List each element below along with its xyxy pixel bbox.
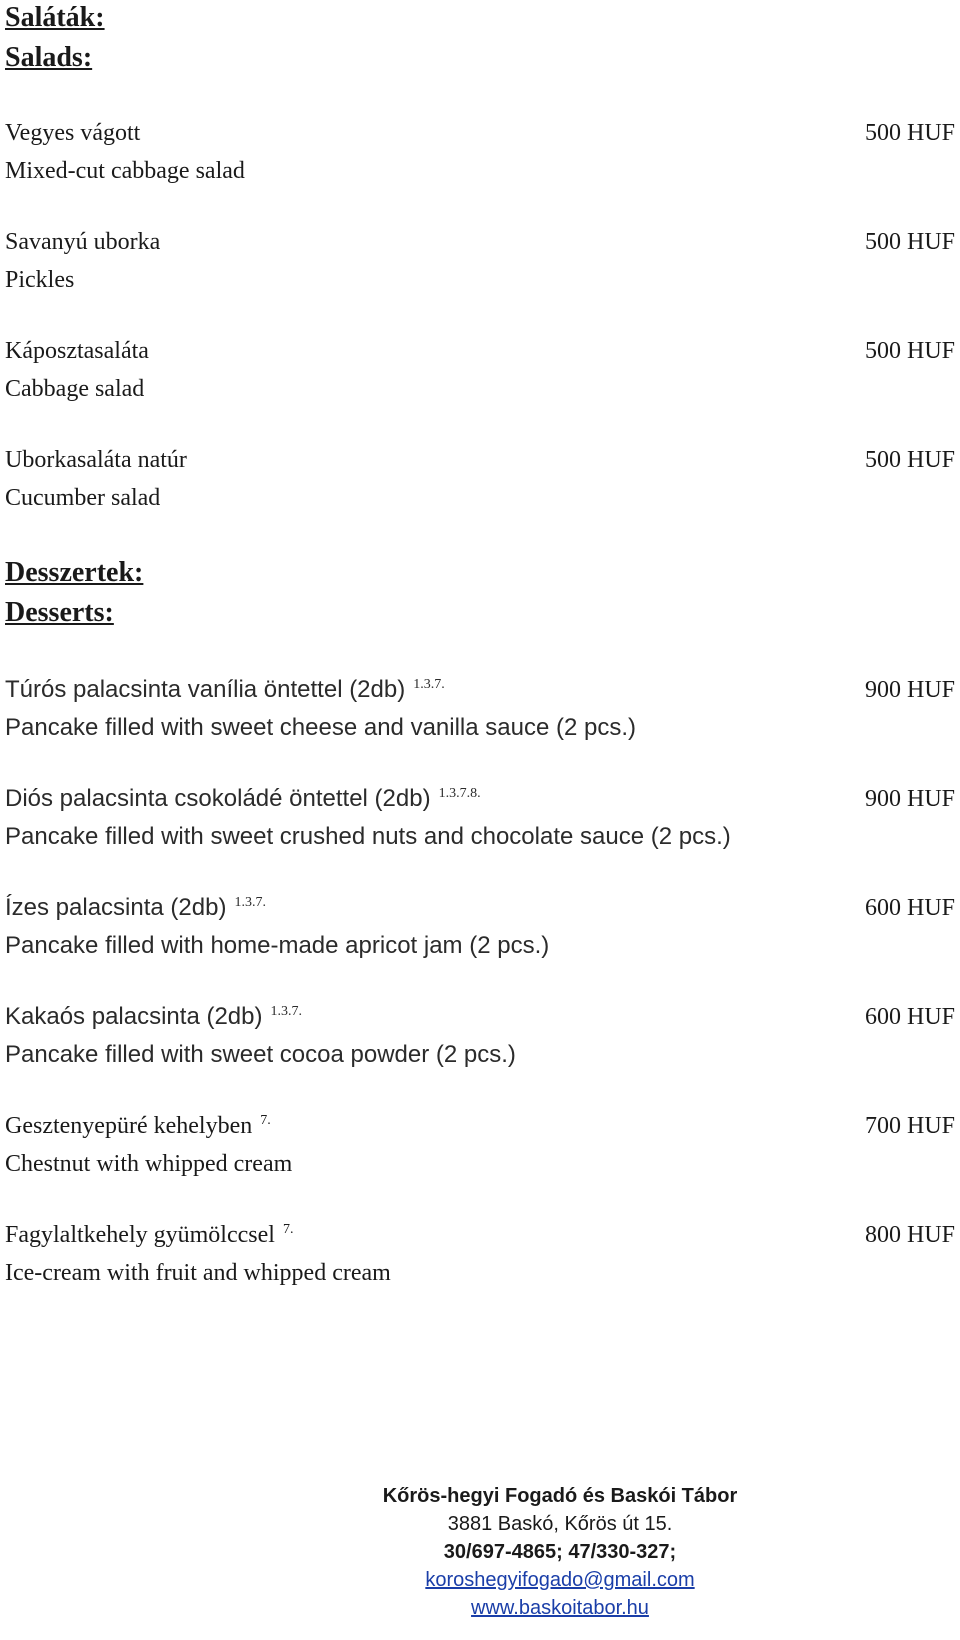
menu-item [5,894,955,974]
item-name-hu-text: Gesztenyepüré kehelyben [5,1113,253,1139]
item-name-en: Pancake filled with sweet cocoa powder (2 pcs.) [5,1041,516,1068]
menu-item [5,785,955,865]
item-name-hu [5,785,481,813]
item-name-hu-text: Kakaós palacsinta (2db) [5,1003,263,1030]
item-price: 900 HUF [864,677,955,703]
item-price: 600 HUF [864,895,955,921]
item-name-en: Pancake filled with home-made apricot jam (2 pcs.) [5,932,550,959]
item-name-hu-text: Diós palacsinta csokoládé öntettel (2db) [5,785,431,812]
item-name-hu: Vegyes vágott [5,120,141,146]
item-name-en: Cucumber salad [5,485,161,511]
allergen-codes: 7. [282,1222,294,1237]
item-name-hu: Uborkasaláta natúr [5,447,187,473]
menu-item [5,337,955,417]
item-name-en: Pancake filled with sweet cheese and vanilla sauce (2 pcs.) [5,714,637,741]
item-price: 500 HUF [864,229,955,255]
item-price: 900 HUF [864,786,955,812]
phone-numbers: 30/697-4865; 47/330-327; [443,1541,677,1563]
item-price: 800 HUF [864,1222,955,1248]
allergen-codes: 1.3.7.8. [438,786,481,801]
item-name-hu-text: Fagylaltkehely gyümölccsel [5,1222,275,1248]
item-price: 700 HUF [864,1113,955,1139]
menu-item [5,446,955,526]
desserts-heading-en: Desserts: [5,597,114,628]
menu-item [5,1112,955,1192]
item-price: 500 HUF [864,120,955,146]
allergen-codes: 1.3.7. [270,1004,302,1019]
item-name-hu: Káposztasaláta [5,338,149,364]
contact-footer [280,1482,840,1622]
item-name-hu [5,1003,302,1031]
website-link[interactable]: www.baskoitabor.hu [471,1597,649,1619]
menu-item [5,1221,955,1301]
allergen-codes: 1.3.7. [413,677,445,692]
allergen-codes: 1.3.7. [234,895,266,910]
menu-item [5,119,955,199]
business-address: 3881 Baskó, Kőrös út 15. [447,1513,673,1535]
item-name-en: Ice-cream with fruit and whipped cream [5,1260,391,1286]
item-name-hu [5,894,266,922]
salads-heading-en: Salads: [5,42,93,73]
item-name-hu-text: Túrós palacsinta vanília öntettel (2db) [5,676,406,703]
item-name-en: Pickles [5,267,75,293]
item-name-hu-text: Ízes palacsinta (2db) [5,894,227,921]
item-name-en: Mixed-cut cabbage salad [5,158,245,184]
desserts-heading-hu: Desszertek: [5,557,144,588]
item-name-en: Pancake filled with sweet crushed nuts and chocolate sauce (2 pcs.) [5,823,731,850]
item-name-hu [5,1221,293,1249]
item-name-hu: Savanyú uborka [5,229,161,255]
menu-item [5,676,955,756]
email-link[interactable]: koroshegyifogado@gmail.com [425,1569,695,1591]
allergen-codes: 7. [260,1113,271,1128]
salads-heading-hu: Saláták: [5,2,105,33]
item-price: 600 HUF [864,1004,955,1030]
item-name-en: Chestnut with whipped cream [5,1151,293,1177]
item-name-hu [5,676,445,704]
item-price: 500 HUF [864,447,955,473]
item-name-en: Cabbage salad [5,376,145,402]
business-name: Kőrös-hegyi Fogadó és Baskói Tábor [382,1485,738,1507]
menu-item [5,1003,955,1083]
item-price: 500 HUF [864,338,955,364]
item-name-hu [5,1112,271,1140]
menu-item [5,228,955,308]
